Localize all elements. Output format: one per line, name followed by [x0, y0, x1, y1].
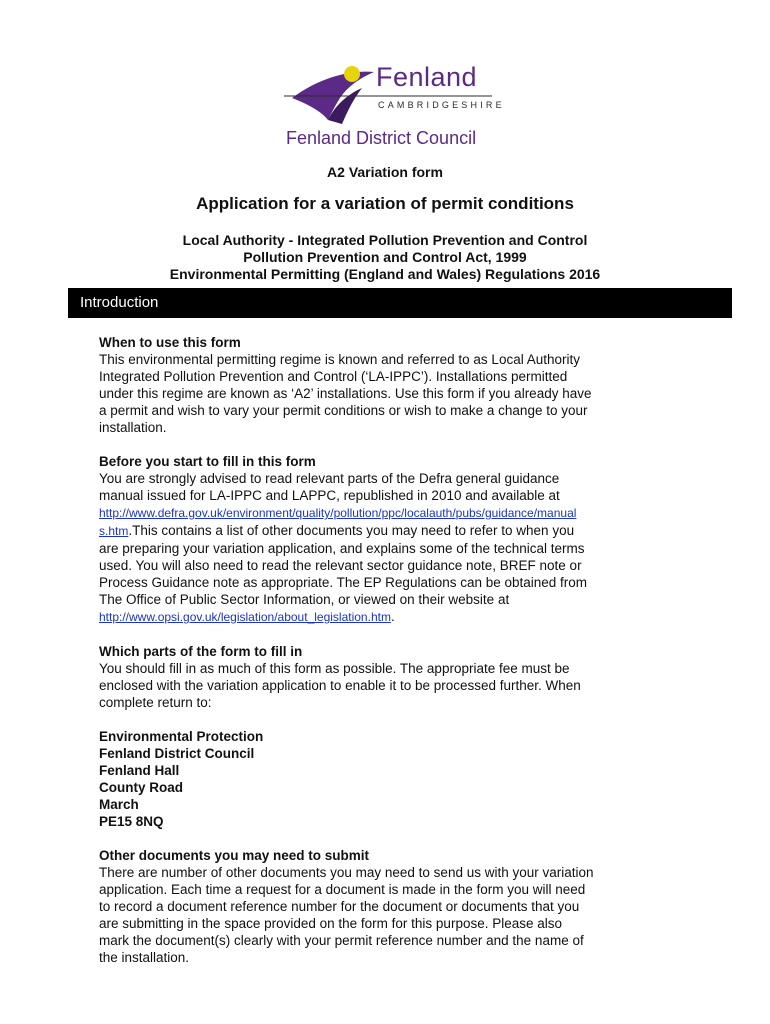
defra-link-line: [99, 504, 681, 522]
subtitle-line: Environmental Permitting (England and Wales) Regulations 2016: [169, 266, 601, 282]
subtitle-line: Local Authority - Integrated Pollution Prevention and Control: [182, 232, 588, 248]
text-line: a permit and wish to vary your permit conditions or wish to make a change to your: [99, 403, 588, 418]
text-line: There are number of other documents you may need to send us with your variation: [99, 865, 594, 880]
text-line: Process Guidance note as appropriate. The EP Regulations can be obtained from: [99, 575, 588, 590]
page-title: Application for a variation of permit conditions: [196, 194, 574, 213]
text-line: [99, 522, 681, 540]
opsi-legislation-link[interactable]: http://www.opsi.gov.uk/legislation/about_legislation.htm: [99, 610, 391, 624]
introduction-body: [99, 334, 681, 966]
text-line: You are strongly advised to read relevant parts of the Defra general guidance: [99, 471, 560, 486]
text-line: enclosed with the variation application to enable it to be processed further. When: [99, 678, 581, 693]
fenland-logo: [282, 58, 505, 154]
text-line: This environmental permitting regime is known and referred to as Local Authority: [99, 352, 580, 367]
form-id: A2 Variation form: [327, 164, 443, 180]
subtitle-line: Pollution Prevention and Control Act, 1999: [243, 249, 527, 265]
logo-wordmark: Fenland: [376, 62, 478, 92]
text-line: used. You will also need to read the relevant sector guidance note, BREF note or: [99, 558, 582, 573]
address-line: County Road: [99, 780, 183, 795]
text-line: mark the document(s) clearly with your permit reference number and the name of: [99, 933, 584, 948]
logo-county: CAMBRIDGESHIRE: [378, 100, 505, 110]
text-line: application. Each time a request for a document is made in the form you will need: [99, 882, 586, 897]
heading-before-you-start: Before you start to fill in this form: [99, 454, 316, 469]
text-line: the installation.: [99, 950, 190, 965]
text-line: manual issued for LA-IPPC and LAPPC, republished in 2010 and available at: [99, 488, 560, 503]
opsi-link-line: [99, 608, 681, 626]
heading-other-documents: Other documents you may need to submit: [99, 848, 370, 863]
text-line: Integrated Pollution Prevention and Control (‘LA-IPPC’). Installations permitted: [99, 369, 568, 384]
section-header-introduction: Introduction: [68, 288, 732, 318]
address-line: PE15 8NQ: [99, 814, 164, 829]
text-fragment: .: [390, 609, 395, 624]
heading-which-parts: Which parts of the form to fill in: [99, 644, 303, 659]
address-line: March: [99, 797, 139, 812]
address-line: Environmental Protection: [99, 729, 264, 744]
address-line: Fenland District Council: [99, 746, 255, 761]
text-line: complete return to:: [99, 695, 212, 710]
text-line: You should fill in as much of this form as possible. The appropriate fee must be: [99, 661, 570, 676]
logo-council-name: Fenland District Council: [286, 128, 477, 148]
heading-when-to-use: When to use this form: [99, 335, 241, 350]
text-line: installation.: [99, 420, 167, 435]
address-line: Fenland Hall: [99, 763, 180, 778]
text-fragment: .This contains a list of other documents you may need to refer to when you: [128, 523, 575, 538]
text-line: are submitting in the space provided on the form for this purpose. Please also: [99, 916, 563, 931]
defra-guidance-link[interactable]: http://www.defra.gov.uk/environment/quality/pollution/ppc/localauth/pubs/guidance/manual: [99, 506, 577, 520]
legislation-subtitles: [0, 232, 770, 283]
text-line: under this regime are known as ‘A2’ installations. Use this form if you already have: [99, 386, 592, 401]
text-line: are preparing your variation application, and explains some of the technical terms: [99, 541, 585, 556]
text-line: The Office of Public Sector Information, or viewed on their website at: [99, 592, 510, 607]
text-line: to record a document reference number for the document or documents that you: [99, 899, 580, 914]
defra-guidance-link-cont[interactable]: s.htm: [99, 524, 129, 538]
